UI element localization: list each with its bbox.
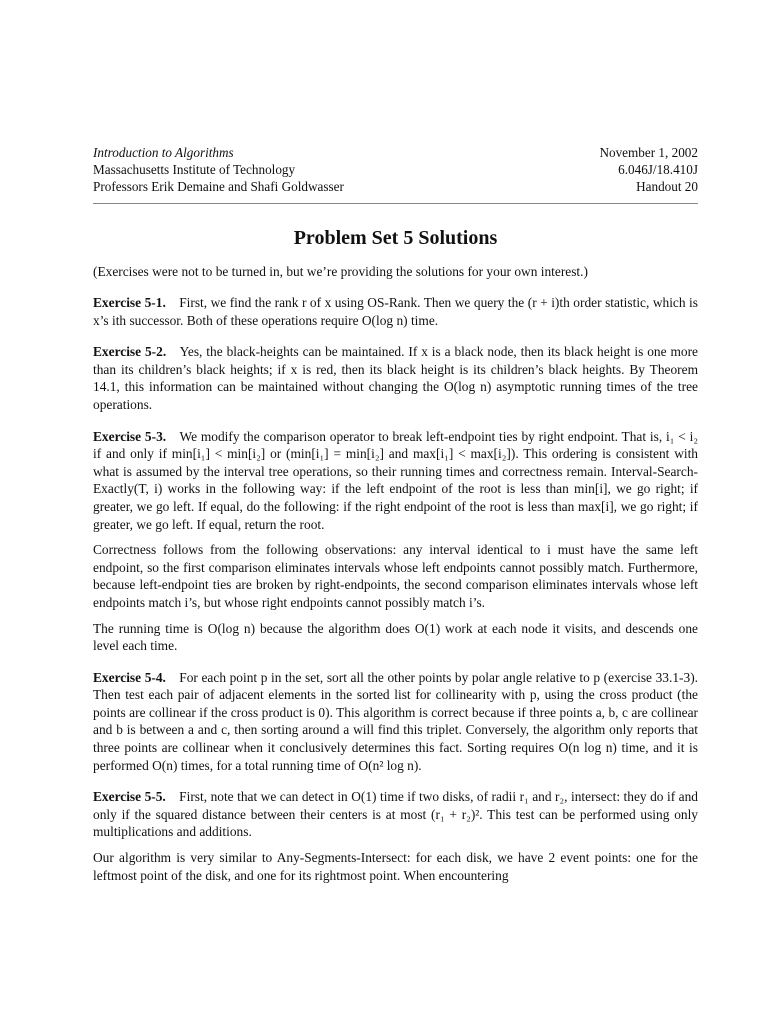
exercise-block xyxy=(93,294,698,329)
handout-number: Handout 20 xyxy=(636,179,698,194)
exercise-block xyxy=(93,343,698,413)
exercise-paragraph: Correctness follows from the following observations: any interval identical to i must have the same left endpoint, so the first comparison eliminates intervals whose left endpoints cannot possibly match. Furthermore, because left-endpoint ties are broken by right-endpoints, the second comparison eliminates intervals whose left endpoints match i’s, but whose right endpoints cannot possibly match i’s. xyxy=(93,542,698,610)
header-right xyxy=(599,144,698,195)
handout-date: November 1, 2002 xyxy=(599,145,698,160)
page xyxy=(93,144,698,884)
page-title: Problem Set 5 Solutions xyxy=(293,227,498,249)
course-name: Introduction to Algorithms xyxy=(93,145,234,160)
exercise-label: Exercise 5-3. xyxy=(93,428,167,444)
exercise-label: Exercise 5-4. xyxy=(93,669,166,685)
institute-name: Massachusetts Institute of Technology xyxy=(93,162,296,177)
exercise-text: Yes, the black-heights can be maintained. If x is a black node, then its black height is one more than its children’s black heights; if x is red, then its black height is its children’s black heights. By Theorem 14.1, this information can be maintained without changing the O(log n) asymptotic running times of the tree operations. xyxy=(93,344,698,412)
exercise-label: Exercise 5-5. xyxy=(93,789,166,805)
exercise-block xyxy=(93,428,698,534)
exercise-block xyxy=(93,788,698,841)
handout-header xyxy=(93,144,698,195)
header-rule xyxy=(93,203,698,204)
header-left xyxy=(93,144,344,195)
course-number: 6.046J/18.410J xyxy=(618,162,698,177)
exercise-paragraph: The running time is O(log n) because the algorithm does O(1) work at each node it visits, and descends one level each time. xyxy=(93,620,698,654)
exercise-label: Exercise 5-1. xyxy=(93,295,166,310)
professors-line: Professors Erik Demaine and Shafi Goldwasser xyxy=(93,179,344,194)
exercise-block xyxy=(93,669,698,775)
exercise-text: For each point p in the set, sort all the other points by polar angle relative to p (exercise 33.1-3). Then test each pair of adjacent elements in the sorted list for collinearity with p, using the cross product (the points are collinear if the cross product is 0). This algorithm is correct because if three points a, b, c are collinear and b is between a and c, then sorting around a will find this triplet. Conversely, the algorithm only reports that three points are collinear when it conclusively determines this fact. Sorting requires O(n log n) time, and it is performed O(n) times, for a total running time of O(n² log n). xyxy=(93,669,698,773)
exercise-list xyxy=(93,294,698,884)
intro-note: (Exercises were not to be turned in, but we’re providing the solutions for your own interest.) xyxy=(93,264,588,279)
exercise-paragraph: Our algorithm is very similar to Any-Segments-Intersect: for each disk, we have 2 event points: one for the leftmost point of the disk, and one for its rightmost point. When encountering xyxy=(93,850,698,883)
exercise-text: We modify the comparison operator to break left-endpoint ties by right endpoint. That is, i₁ < i₂ if and only if min[i₁] < min[i₂] or (min[i₁] = min[i₂] and max[i₁] < max[i₂]). This ordering is consistent with what is assumed by the interval tree operations, so their running times and correctness remain. Interval-Search-Exactly(T, i) works in the following way: if the left endpoint of the root is less than min[i], we go right; if greater, we go left. If equal, do the following: if the right endpoint of the root is less than max[i], we go right; if greater, we go left. If equal, return the root. xyxy=(93,428,698,532)
exercise-text: First, we find the rank r of x using OS-Rank. Then we query the (r + i)th order statistic, which is x’s ith successor. Both of these operations require O(log n) time. xyxy=(93,295,698,328)
exercise-label: Exercise 5-2. xyxy=(93,344,167,360)
exercise-text: First, note that we can detect in O(1) time if two disks, of radii r₁ and r₂, intersect: they do if and only if the squared distance between their centers is at most (r₁ + r₂)². This test can be performed using only multiplications and additions. xyxy=(93,789,698,840)
